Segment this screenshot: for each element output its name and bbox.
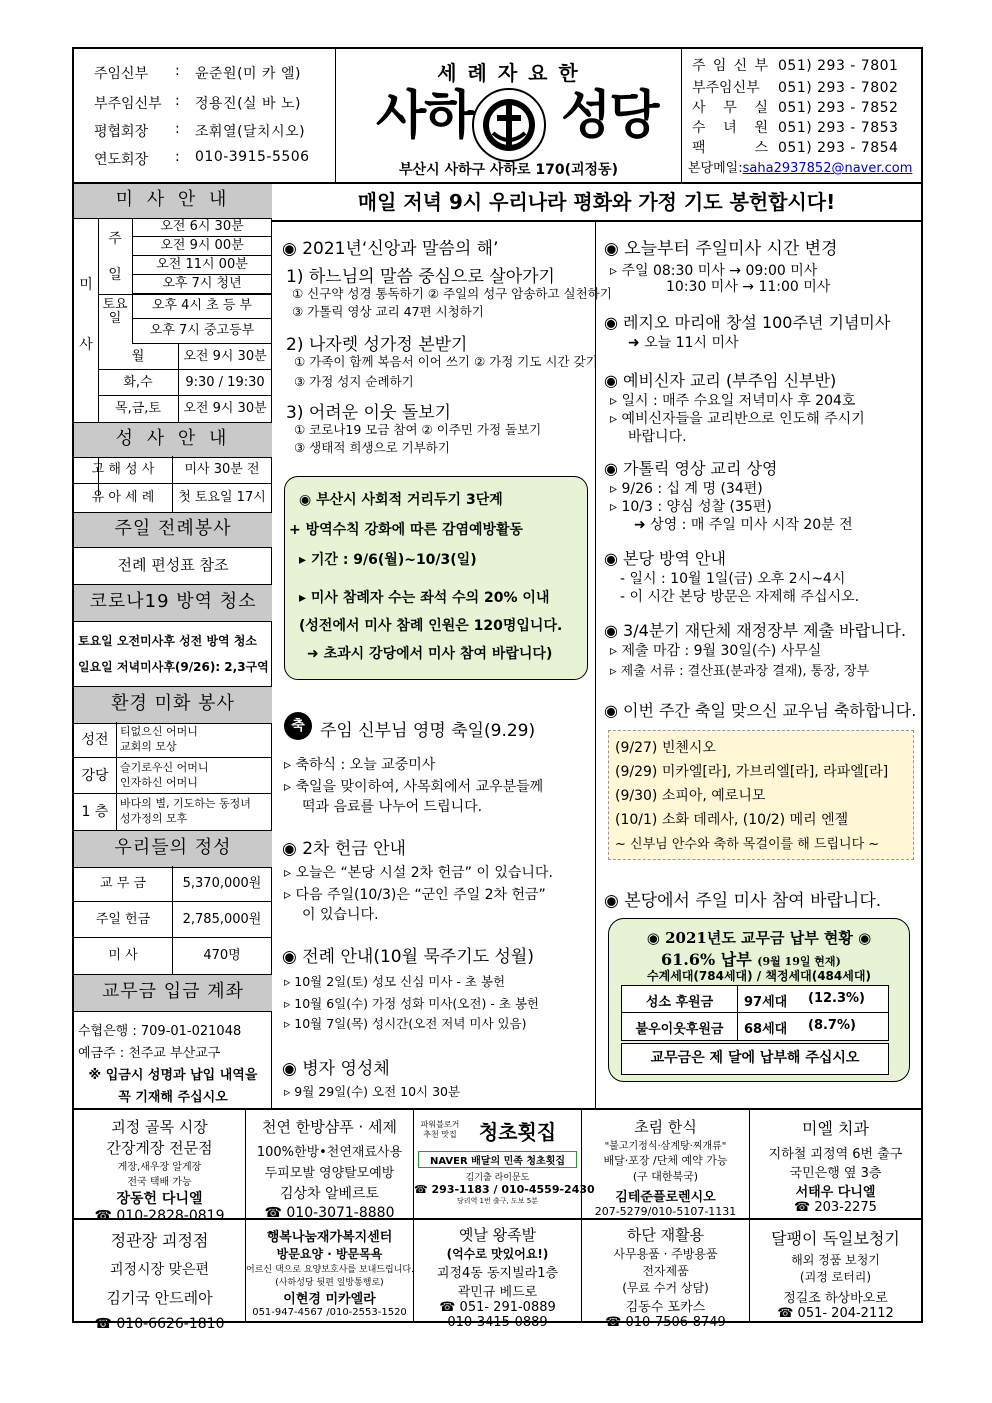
ad-block: 행복나눔재가복지센터 방문요양 · 방문목욕 어르신 댁으로 요양보호사를 보내드립니다. (사하성당 뒷편 일방통행로) 이현경 미카엘라 051-947-4567 /010-2553-1520 [246,1220,414,1323]
ad-block: 파워블로거 추천 맛집 청초횟집 NAVER 배달의 민족 청초횟집 김기출 라이문도 ☎ 293-1183 / 010-4559-2430 당리역 1번 출구, 도보 5분 [414,1110,582,1218]
contact-row: 수 녀 원 051) 293 - 7853 [692,120,899,136]
mass-time: 오후 7시 중고등부 [132,319,272,344]
feast-title: 주임 신부님 영명 축일(9.29) [320,721,536,741]
year-title: ◉ 2021년‘신앙과 말씀의 해’ [282,239,499,259]
mass-title: 미 사 안 내 [74,184,272,219]
namedays-box: (9/27) 빈첸시오 (9/29) 미카엘[라], 가브리엘[라], 라파엘[라] (9/30) 소피아, 예로니모 (10/1) 소화 데레사, (10/2) 메리 엔젤 ~ 신부님 안수와 축하 목걸이를 해 드립니다 ~ [608,730,914,860]
contact-row: 부주임신부 051) 293 - 7802 [692,80,899,96]
ad-block: 옛날 왕족발 (억수로 맛있어요!) 괴정4동 동지빌라1층 곽민규 베드로 ☎ 051- 291-0889 010-3415-0889 [414,1220,582,1323]
header-contacts [681,49,921,182]
ad-block: 하단 재활용 사무용품 · 주방용품 전자제품 (무료 수거 상담) 김동수 포카스 ☎ 010-7506-8749 [582,1220,750,1323]
anointing-title: ◉ 병자 영성체 [282,1059,390,1079]
main-content: 매일 저녁 9시 우리나라 평화와 가정 기도 봉헌합시다! ◉ 2021년‘신앙과 말씀의 해’ 1) 하느님의 말씀 중심으로 살아가기 ① 신구약 성경 통독하기 ② 주일의 성구 암송하고 실천하기 ③ 가톨릭 영상 교리 47편 시청하기 2) 나자렛 성가정 본받기 ① 가족이 함께 복음서 이어 쓰기 ② 가정 기도 시간 갖기 ③ 가정 성지 순례하기 3) 어려운 이웃 돌보기 ① 코로나19 모금 참여 ② 이주민 가정 돌보기 ③ 생태적 희생으로 기부하기 ◉ 부산시 사회적 거리두기 3단계 + 방역수칙 강화에 따른 감염예방활동 ▸ 기간 : 9/6(월)~10/3(일) ▸ 미사 참례자 수는 좌석 수의 20% 이내 (성전에서 미사 참례 인원은 120명입니다. ➜ 초과시 강당에서 미사 참여 바랍니다) 축 주임 신부님 영명 축일(9.29) ▹ 축하식 : 오늘 교중미사 ▹ 축일을 맞이하여, 사목회에서 교우분들께 떡과 음료를 나누어 드립니다. ◉ 2차 헌금 안내 ▹ 오늘은 “본당 시설 2차 헌금” 이 있습니다. ▹ 다음 주일(10/3)은 “군인 주일 2차 헌금” 이 있습니다. ◉ 전례 안내(10월 묵주기도 성월) ▹ 10월 2일(토) 성모 신심 미사 - 초 봉헌 ▹ 10월 6일(수) 가정 성화 미사(오전) - 초 봉헌 ▹ 10월 7일(목) 성시간(오전 저녁 미사 있음) ◉ 병자 영성체 ▹ 9월 29일(수) 오전 10시 30분 ◉ 오늘부터 주일미사 시간 변경 ▹ 주일 08:30 미사 → 09:00 미사 10:30 미사 → 11:00 미사 ◉ 레지오 마리애 창설 100주년 기념미사 ➜ 오늘 11시 미사 ◉ 예비신자 교리 (부주임 신부반) ▹ 일시 : 매주 수요일 저녁미사 후 204호 ▹ 예비신자들을 교리반으로 인도해 주시기 바랍니다. ◉ 가톨릭 영상 교리 상영 ▹ 9/26 : 십 계 명 (34편) ▹ 10/3 : 양심 성찰 (35편) ➜ 상영 : 매 주일 미사 시작 20분 전 ◉ 본당 방역 안내 - 일시 : 10월 1일(금) 오후 2시~4시 - 이 시간 본당 방문은 자제해 주십시오. ◉ 3/4분기 재단체 재정장부 제출 바랍니다. ▹ 제출 마감 : 9월 30일(수) 사무실 ▹ 제출 서류 : 결산표(분과장 결재), 통장, 장부 ◉ 이번 주간 축일 맞으신 교우님 축하합니다. (9/27) 빈첸시오 (9/29) 미카엘[라], 가브리엘[라], 라파엘[라] (9/30) 소피아, 예로니모 (10/1) 소화 데레사, (10/2) 메리 엔젤 ~ 신부님 안수와 축하 목걸이를 해 드립니다 ~ ◉ 본당에서 주일 미사 참여 바랍니다. ◉ 2021년도 교무금 납부 현황 ◉ 61.6% 납부 (9월 19일 현재) 수계세대(784세대) / 책정세대(484세대) 성소 후원금 97세대 (12.3%) 불우이웃후원금 68세대 (8.7%) 교무금은 제 달에 납부해 주십시오 [272,184,921,1108]
liturgy-title: 주일 전례봉사 [74,512,272,548]
contact-row: 주 임 신 부 051) 293 - 7801 [692,58,899,74]
offering-title: 우리들의 정성 [74,830,272,868]
email-row: 본당메일:saha2937852@naver.com [688,161,913,176]
sidebar: 미 사 안 내 미 사 주 일 오전 6시 30분 오전 9시 00분 오전 11시 00분 오후 7시 청년 토요일 오후 4시 초 등 부 오후 7시 중고등부 월 오전 9시 30분 화,수 9:30 / 19:30 목,금,토 오전 9시 30분 성 사 안 내 고 해 성 사 미사 30분 전 유 아 세 례 첫 토요일 17시 주일 전례봉사 전례 편성표 참조 코로나19 방역 청소 토요일 오전미사후 성전 방역 청소 일요일 저녁미사후(9/26): 2,3구역 환경 미화 봉사 성전 티없으신 어머니 교회의 모상 강당 슬기로우신 어머니 인자하신 어머니 1 층 바다의 별, 기도하는 동정녀 성가정의 모후 우리들의 정성 교 무 금 5,370,000원 주일 헌금 2,785,000원 미 사 470명 교무금 입금 계좌 수협은행 : 709-01-021048 예금주 : 천주교 부산교구 ※ 입금시 성명과 납입 내역을 꼭 기재해 주십시오 [74,184,272,1108]
header-address: 부산시 사하구 사하로 170(괴정동) [399,162,618,178]
account-title: 교무금 입금 계좌 [74,974,272,1012]
ads-section [74,1108,921,1332]
covid-title: 코로나19 방역 청소 [74,584,272,622]
title-right: 성당 [561,86,658,146]
ad-block: 천연 한방샴푸 · 세제 100%한방•천연재료사용 두피모발 영양탈모예방 김상차 알베르토 ☎ 010-3071-8880 [246,1110,414,1218]
mass-time: 오전 6시 30분 [132,218,272,237]
dues-box: ◉ 2021년도 교무금 납부 현황 ◉ 61.6% 납부 (9월 19일 현재) 수계세대(784세대) / 책정세대(484세대) 성소 후원금 97세대 (12.3%) 불우이웃후원금 68세대 (8.7%) 교무금은 제 달에 납부해 주십시오 [608,918,910,1082]
attend-notice: ◉ 본당에서 주일 미사 참여 바랍니다. [604,891,882,911]
mass-time: 오후 7시 청년 [132,275,272,294]
mass-time: 오후 4시 초 등 부 [132,294,272,319]
email-link[interactable]: saha2937852@naver.com [742,161,913,176]
contact-row: 사 무 실 051) 293 - 7852 [692,100,899,116]
church-logo-icon [471,87,547,163]
contact-row: 팩 스 051) 293 - 7854 [692,140,899,156]
env-title: 환경 미화 봉사 [74,686,272,724]
header-title [336,49,681,182]
header-subtitle: 세 례 자 요 한 [437,61,580,85]
distancing-box: ◉ 부산시 사회적 거리두기 3단계 + 방역수칙 강화에 따른 감염예방활동 ▸ 기간 : 9/6(월)~10/3(일) ▸ 미사 참례자 수는 좌석 수의 20% 이내 (성전에서 미사 참례 인원은 120명입니다. ➜ 초과시 강당에서 미사 참여 바랍니다) [284,476,588,680]
banner: 매일 저녁 9시 우리나라 평화와 가정 기도 봉헌합시다! [272,184,921,222]
mass-time: 오전 9시 00분 [132,237,272,256]
ad-block: 정관장 괴정점 괴정시장 맞은편 김기국 안드레아 ☎ 010-6626-1810 [74,1220,246,1323]
feast-badge-icon: 축 [284,712,312,740]
mass-time: 오전 11시 00분 [132,256,272,275]
ad-block: 미엘 치과 지하철 괴정역 6번 출구 국민은행 옆 3층 서태우 다니엘 ☎ 203-2275 [768,1119,903,1215]
ad-block: 초림 한식 "불고기정식·삼계탕·찌개류" 배달·포장 /단체 예약 가능 (구 대한북국) 김테준플로렌시오 207-5279/010-5107-1131 [582,1110,750,1218]
second-collection-title: ◉ 2차 헌금 안내 [282,839,406,859]
liturgy-notice-title: ◉ 전례 안내(10월 묵주기도 성월) [282,947,534,967]
sacrament-title: 성 사 안 내 [74,422,272,458]
header-staff: 주임신부 : 윤준원(미 카 엘) 부주임신부 : 정용진(실 바 노) 평협회장 : 조휘열(달치시오) 연도회장 : 010-3915-5506 [74,49,336,182]
ad-block: 괴정 골목 시장 간장게장 전문점 게장,새우장 알게장 전국 택배 가능 장동헌 다니엘 ☎ 010-2828-0819 [74,1110,246,1218]
ad-block: 달팽이 독일보청기 해외 정품 보청기 (괴정 로터리) 정길조 하상바오로 ☎ 051- 204-2112 [771,1229,900,1321]
title-left: 사하 [376,86,473,146]
